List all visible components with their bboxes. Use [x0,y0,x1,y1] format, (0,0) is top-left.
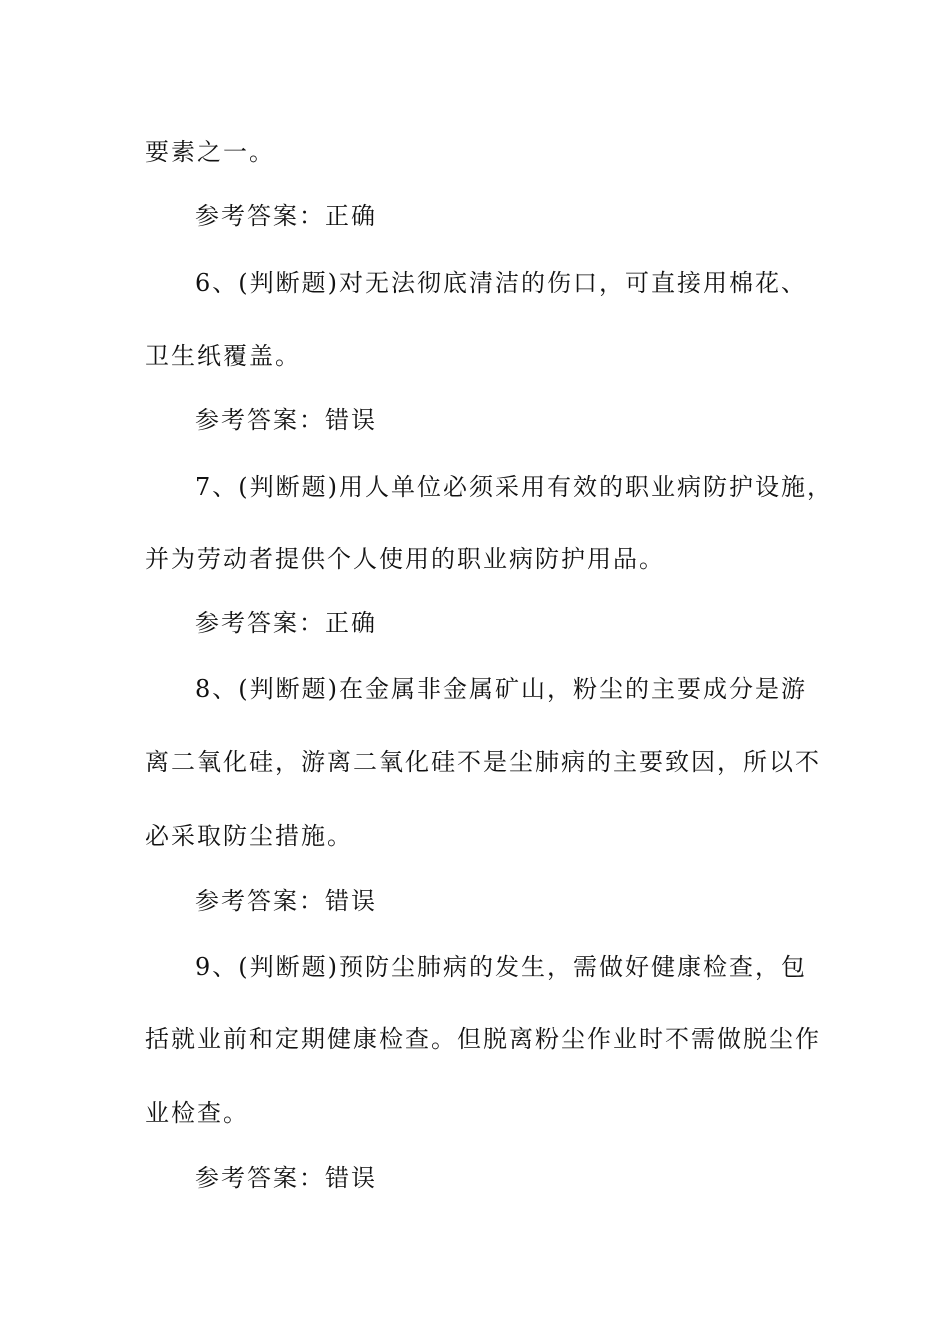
answer-value: 正确 [325,202,377,230]
question-text: 在金属非金属矿山，粉尘的主要成分是游 [339,675,808,703]
question-9-line-1 [195,951,875,983]
answer-label: 参考答案： [195,609,325,637]
question-text: 并为劳动者提供个人使用的职业病防护用品。 [145,545,665,573]
question-5-answer [195,200,875,232]
question-text: 离二氧化硅，游离二氧化硅不是尘肺病的主要致因，所以不 [145,748,821,776]
question-type: (判断题) [238,269,340,297]
answer-value: 正确 [325,609,377,637]
question-text: 预防尘肺病的发生，需做好健康检查，包 [339,953,808,981]
answer-value: 错误 [325,887,377,915]
question-type: (判断题) [238,675,340,703]
question-8-line-2 [145,746,825,778]
question-text: 对无法彻底清洁的伤口，可直接用棉花、 [339,269,808,297]
question-text: 卫生纸覆盖。 [145,342,301,370]
question-number: 7、 [195,473,239,501]
question-7-line-2 [145,543,825,575]
question-8-answer [195,885,875,917]
question-7-line-1 [195,471,875,503]
question-text: 用人单位必须采用有效的职业病防护设施， [339,473,834,501]
question-6-answer [195,404,875,436]
question-number: 8、 [195,675,239,703]
answer-value: 错误 [325,1164,377,1192]
answer-label: 参考答案： [195,1164,325,1192]
question-9-answer [195,1162,875,1194]
question-text: 括就业前和定期健康检查。但脱离粉尘作业时不需做脱尘作 [145,1025,821,1053]
question-8-line-3 [145,820,825,852]
question-7-answer [195,607,875,639]
question-number: 6、 [195,269,239,297]
text: 要素之一。 [145,138,275,166]
answer-label: 参考答案： [195,202,325,230]
answer-value: 错误 [325,406,377,434]
question-type: (判断题) [238,473,340,501]
question-type: (判断题) [238,953,340,981]
question-6-line-2 [145,340,825,372]
question-8-line-1 [195,673,875,705]
question-5-text-continuation [145,136,825,168]
question-number: 9、 [195,953,239,981]
question-text: 业检查。 [145,1099,249,1127]
question-text: 必采取防尘措施。 [145,822,353,850]
question-9-line-2 [145,1023,825,1055]
question-6-line-1 [195,267,875,299]
answer-label: 参考答案： [195,406,325,434]
answer-label: 参考答案： [195,887,325,915]
question-9-line-3 [145,1097,825,1129]
